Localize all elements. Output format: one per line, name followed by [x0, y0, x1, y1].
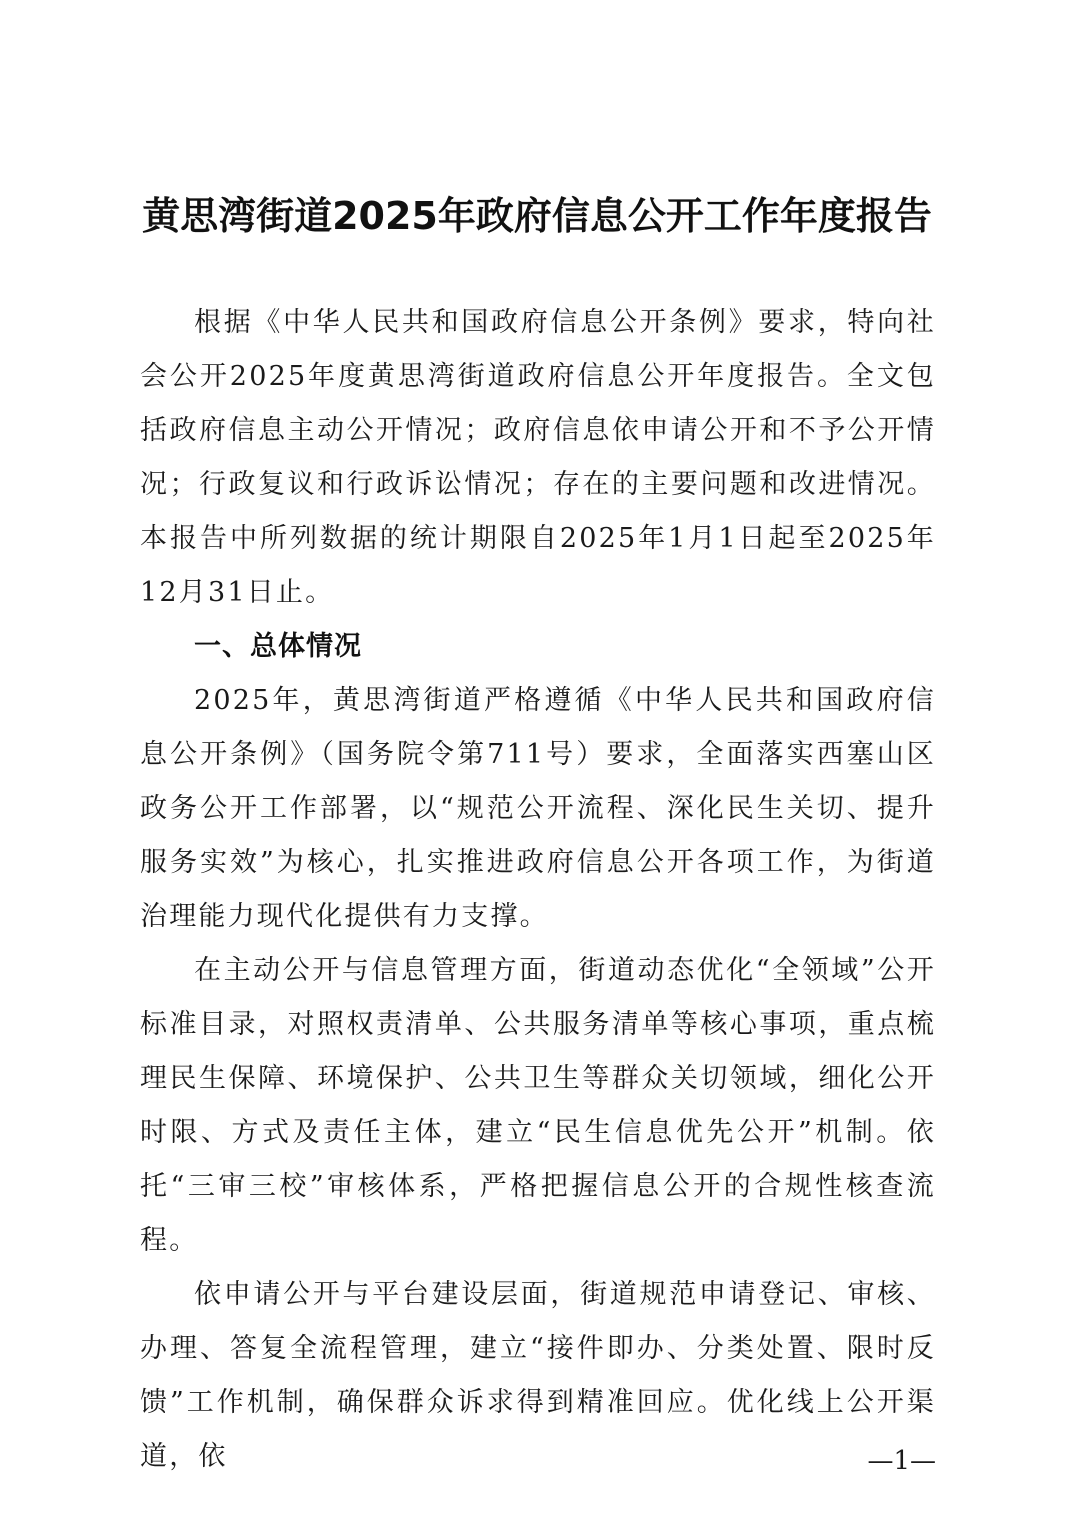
- page-number: —1—: [867, 1446, 936, 1476]
- section-heading-overview: 一、总体情况: [194, 631, 362, 662]
- application-disclosure-paragraph: 依申请公开与平台建设层面，街道规范申请登记、审核、办理、答复全流程管理，建立“接件即办、分类处置、限时反馈”工作机制，确保群众诉求得到精准回应。优化线上公开渠道，依: [140, 1279, 936, 1472]
- proactive-disclosure-paragraph: 在主动公开与信息管理方面，街道动态优化“全领域”公开标准目录，对照权责清单、公共服务清单等核心事项，重点梳理民生保障、环境保护、公共卫生等群众关切领域，细化公开时限、方式及责任主体，建立“民生信息优先公开”机制。依托“三审三校”审核体系，严格把握信息公开的合规性核查流程。: [140, 955, 936, 1256]
- report-body: [140, 296, 936, 1484]
- overview-paragraph: 2025年，黄思湾街道严格遵循《中华人民共和国政府信息公开条例》（国务院令第711号）要求，全面落实西塞山区政务公开工作部署，以“规范公开流程、深化民生关切、提升服务实效”为核心，扎实推进政府信息公开各项工作，为街道治理能力现代化提供有力支撑。: [140, 685, 936, 932]
- report-title: 黄思湾街道2025年政府信息公开工作年度报告: [142, 194, 932, 238]
- intro-paragraph: 根据《中华人民共和国政府信息公开条例》要求，特向社会公开2025年度黄思湾街道政府信息公开年度报告。全文包括政府信息主动公开情况；政府信息依申请公开和不予公开情况；行政复议和行政诉讼情况；存在的主要问题和改进情况。本报告中所列数据的统计期限自2025年1月1日起至2025年12月31日止。: [140, 307, 936, 608]
